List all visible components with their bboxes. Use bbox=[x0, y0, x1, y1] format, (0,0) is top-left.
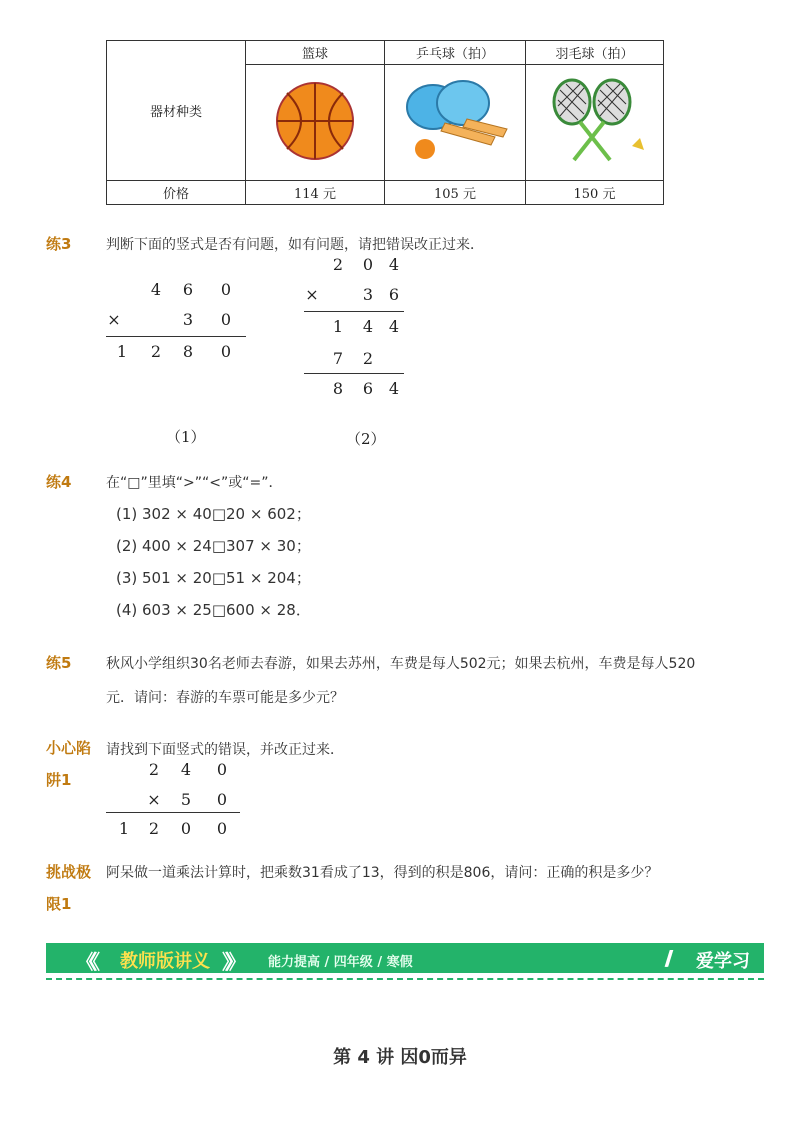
calc1-op: × bbox=[107, 310, 121, 329]
price-badminton: 150 元 bbox=[526, 181, 664, 205]
exercise4-item: (1) 302 × 40□20 × 602； bbox=[116, 505, 311, 523]
price-header: 价格 bbox=[107, 181, 246, 205]
trap-label-1: 小心陷 bbox=[46, 739, 92, 757]
exercise3-label: 练3 bbox=[46, 235, 72, 253]
pingpong-paddle-icon bbox=[395, 79, 515, 163]
calc1-row2-digit: 3 bbox=[182, 310, 194, 329]
challenge-question: 阿呆做一道乘法计算时，把乘数31看成了13，得到的积是806，请问：正确的积是多少？ bbox=[106, 865, 659, 881]
calc1-result-digit: 8 bbox=[182, 342, 194, 361]
exercise5-label: 练5 bbox=[46, 654, 72, 672]
calc2-partial2-digit: 7 bbox=[332, 349, 344, 368]
trap-row1-digit: 4 bbox=[180, 760, 192, 779]
calc1-caption: （1） bbox=[166, 428, 206, 446]
trap-row1-digit: 2 bbox=[148, 760, 160, 779]
col-basketball: 篮球 bbox=[246, 41, 385, 65]
exercise5-line1: 秋风小学组织30名老师去春游，如果去苏州，车费是每人502元；如果去杭州，车费是每人520 bbox=[106, 656, 696, 672]
exercise5-line2: 元．请问：春游的车票可能是多少元？ bbox=[106, 690, 344, 706]
challenge-label-2: 限1 bbox=[46, 895, 72, 913]
calc1-result-digit: 1 bbox=[116, 342, 128, 361]
trap-result-digit: 2 bbox=[148, 819, 160, 838]
banner-title: 教师版讲义 bbox=[120, 951, 210, 972]
trap-result-digit: 0 bbox=[180, 819, 192, 838]
trap-result-digit: 0 bbox=[216, 819, 228, 838]
calc2-row1-digit: 2 bbox=[332, 255, 344, 274]
trap-row2-digit: 0 bbox=[216, 790, 228, 809]
exercise3-question: 判断下面的竖式是否有问题，如有问题，请把错误改正过来． bbox=[106, 237, 484, 253]
exercise4-item: (4) 603 × 25□600 × 28． bbox=[116, 601, 311, 619]
calc2-row2-digit: 3 bbox=[362, 285, 374, 304]
brand-name: 爱学习 bbox=[696, 951, 750, 972]
pingpong-image bbox=[385, 65, 526, 181]
calc2-row1-digit: 4 bbox=[388, 255, 400, 274]
equipment-table bbox=[106, 40, 664, 205]
trap-op: × bbox=[147, 790, 161, 809]
basketball-image bbox=[246, 65, 385, 181]
exercise4-question: 在“□”里填“>”“<”或“=”． bbox=[106, 475, 283, 491]
basketball-icon bbox=[273, 79, 357, 163]
banner-subtitle: 能力提高 / 四年级 / 寒假 bbox=[268, 955, 413, 970]
badminton-racket-icon bbox=[540, 76, 650, 166]
exercise4-label: 练4 bbox=[46, 473, 72, 491]
trap-result-digit: 1 bbox=[118, 819, 130, 838]
chevron-right-icon: 》》 bbox=[222, 950, 240, 974]
trap-line bbox=[106, 812, 240, 813]
calc2-op: × bbox=[305, 285, 319, 304]
calc2-result-digit: 6 bbox=[362, 379, 374, 398]
calc1-row1-digit: 6 bbox=[182, 280, 194, 299]
calc2-result-digit: 8 bbox=[332, 379, 344, 398]
exercise4-item: (2) 400 × 24□307 × 30； bbox=[116, 537, 311, 555]
price-basketball: 114 元 bbox=[246, 181, 385, 205]
trap-label-2: 阱1 bbox=[46, 771, 72, 789]
row-header: 器材种类 bbox=[107, 41, 246, 181]
challenge-label-1: 挑战极 bbox=[46, 863, 92, 881]
calc1-line bbox=[106, 336, 246, 337]
trap-question: 请找到下面竖式的错误，并改正过来． bbox=[106, 742, 344, 758]
calc2-line1 bbox=[304, 311, 404, 312]
calc1-row2-digit: 0 bbox=[220, 310, 232, 329]
calc2-partial2-digit: 2 bbox=[362, 349, 374, 368]
price-pingpong: 105 元 bbox=[385, 181, 526, 205]
calc2-partial1-digit: 4 bbox=[388, 317, 400, 336]
badminton-image bbox=[526, 65, 664, 181]
trap-row2-digit: 5 bbox=[180, 790, 192, 809]
calc1-result-digit: 0 bbox=[220, 342, 232, 361]
col-badminton: 羽毛球（拍） bbox=[526, 41, 664, 65]
calc2-row1-digit: 0 bbox=[362, 255, 374, 274]
calc2-result-digit: 4 bbox=[388, 379, 400, 398]
trap-row1-digit: 0 bbox=[216, 760, 228, 779]
calc1-row1-digit: 0 bbox=[220, 280, 232, 299]
calc2-partial1-digit: 4 bbox=[362, 317, 374, 336]
calc2-partial1-digit: 1 bbox=[332, 317, 344, 336]
teacher-banner bbox=[46, 943, 764, 973]
lecture-title: 第 4 讲 因0而异 bbox=[333, 1047, 467, 1068]
chevron-left-icon: 《《 bbox=[76, 950, 94, 974]
calc2-row2-digit: 6 bbox=[388, 285, 400, 304]
calc1-row1-digit: 4 bbox=[150, 280, 162, 299]
calc1-result-digit: 2 bbox=[150, 342, 162, 361]
exercise4-item: (3) 501 × 20□51 × 204； bbox=[116, 569, 311, 587]
col-pingpong: 乒乓球（拍） bbox=[385, 41, 526, 65]
calc2-caption: （2） bbox=[346, 430, 386, 448]
calc2-line2 bbox=[304, 373, 404, 374]
dashed-divider bbox=[46, 978, 764, 980]
